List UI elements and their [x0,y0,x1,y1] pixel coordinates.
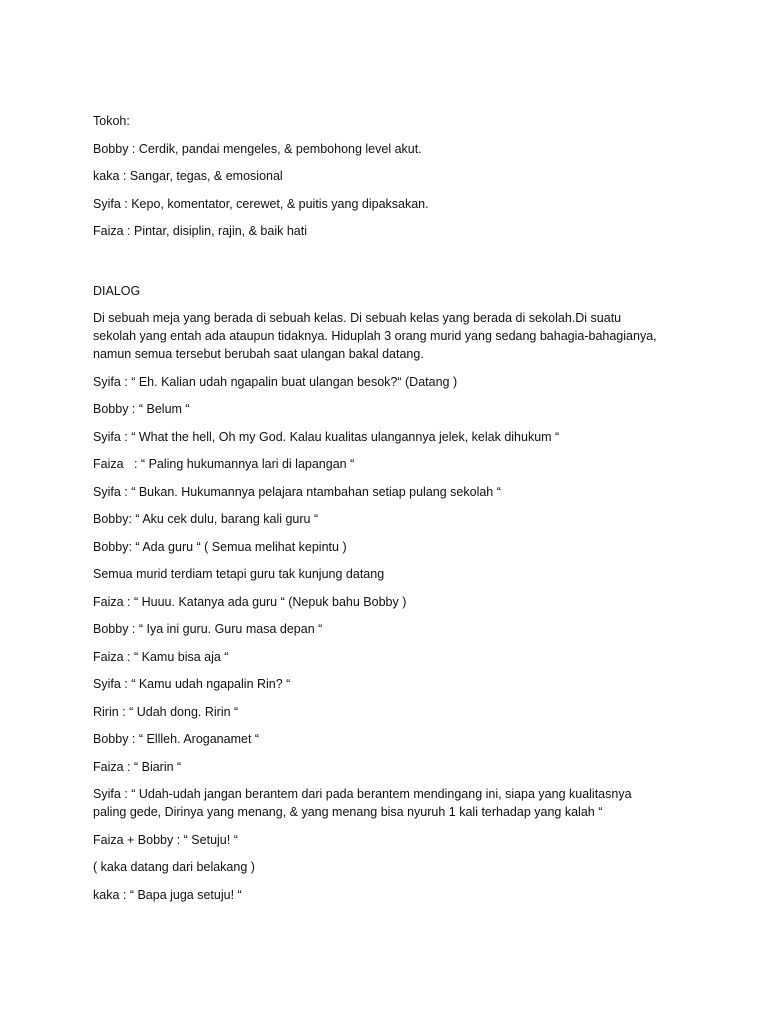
stage-direction: ( kaka datang dari belakang ) [93,860,255,874]
dialog-line: Bobby: “ Aku cek dulu, barang kali guru “ [93,512,319,526]
dialog-line: Faiza : “ Paling hukumannya lari di lapangan “ [93,457,355,471]
dialog-line: Syifa : “ Kamu udah ngapalin Rin? “ [93,677,291,691]
intro-line: namun semua tersebut berubah saat ulangan bakal datang. [93,347,424,361]
dialog-line: Syifa : “ Eh. Kalian udah ngapalin buat ulangan besok?“ (Datang ) [93,374,458,389]
dialog-line: Syifa : “ What the hell, Oh my God. Kalau kualitas ulangannya jelek, kelak dihukum “ [93,429,560,444]
dialog-line: Ririn : “ Udah dong. Ririn “ [93,704,239,719]
dialog-line: Faiza : “ Huuu. Katanya ada guru “ (Nepuk bahu Bobby ) [93,594,407,609]
script-page [93,112,693,913]
section-spacer [93,250,693,282]
dialog-long-line [93,785,693,821]
cast-member-syifa: Syifa : Kepo, komentator, cerewet, & puitis yang dipaksakan. [93,196,429,211]
dialog-line: Faiza : “ Biarin “ [93,759,182,774]
intro-line: Di sebuah meja yang berada di sebuah kelas. Di sebuah kelas yang berada di sekolah.Di suatu [93,311,622,325]
cast-heading: Tokoh: [93,114,130,128]
dialog-line: Bobby : “ Belum “ [93,402,190,416]
dialog-line: Bobby : “ Iya ini guru. Guru masa depan “ [93,622,323,636]
long-line-part: Syifa : “ Udah-udah jangan berantem dari pada berantem mendingang ini, siapa yang kualitasnya [93,787,632,801]
dialog-line: kaka : “ Bapa juga setuju! “ [93,887,242,902]
dialog-intro-paragraph [93,309,693,363]
intro-line: sekolah yang entah ada ataupun tidaknya. Hiduplah 3 orang murid yang sedang bahagia-bahagianya, [93,329,657,343]
cast-member-faiza: Faiza : Pintar, disiplin, rajin, & baik hati [93,224,307,238]
dialog-line: Faiza + Bobby : “ Setuju! “ [93,832,238,847]
cast-member-kaka: kaka : Sangar, tegas, & emosional [93,169,283,183]
dialog-line: Bobby : “ Ellleh. Aroganamet “ [93,732,260,746]
dialog-line: Faiza : “ Kamu bisa aja “ [93,649,229,664]
dialog-line: Bobby: “ Ada guru “ ( Semua melihat kepintu ) [93,539,347,554]
cast-member-bobby: Bobby : Cerdik, pandai mengeles, & pembohong level akut. [93,141,422,156]
dialog-heading: DIALOG [93,283,141,298]
dialog-line: Syifa : “ Bukan. Hukumannya pelajara ntambahan setiap pulang sekolah “ [93,484,501,499]
stage-direction: Semua murid terdiam tetapi guru tak kunjung datang [93,567,385,581]
long-line-part: paling gede, Dirinya yang menang, & yang menang bisa nyuruh 1 kali terhadap yang kalah “ [93,805,603,819]
